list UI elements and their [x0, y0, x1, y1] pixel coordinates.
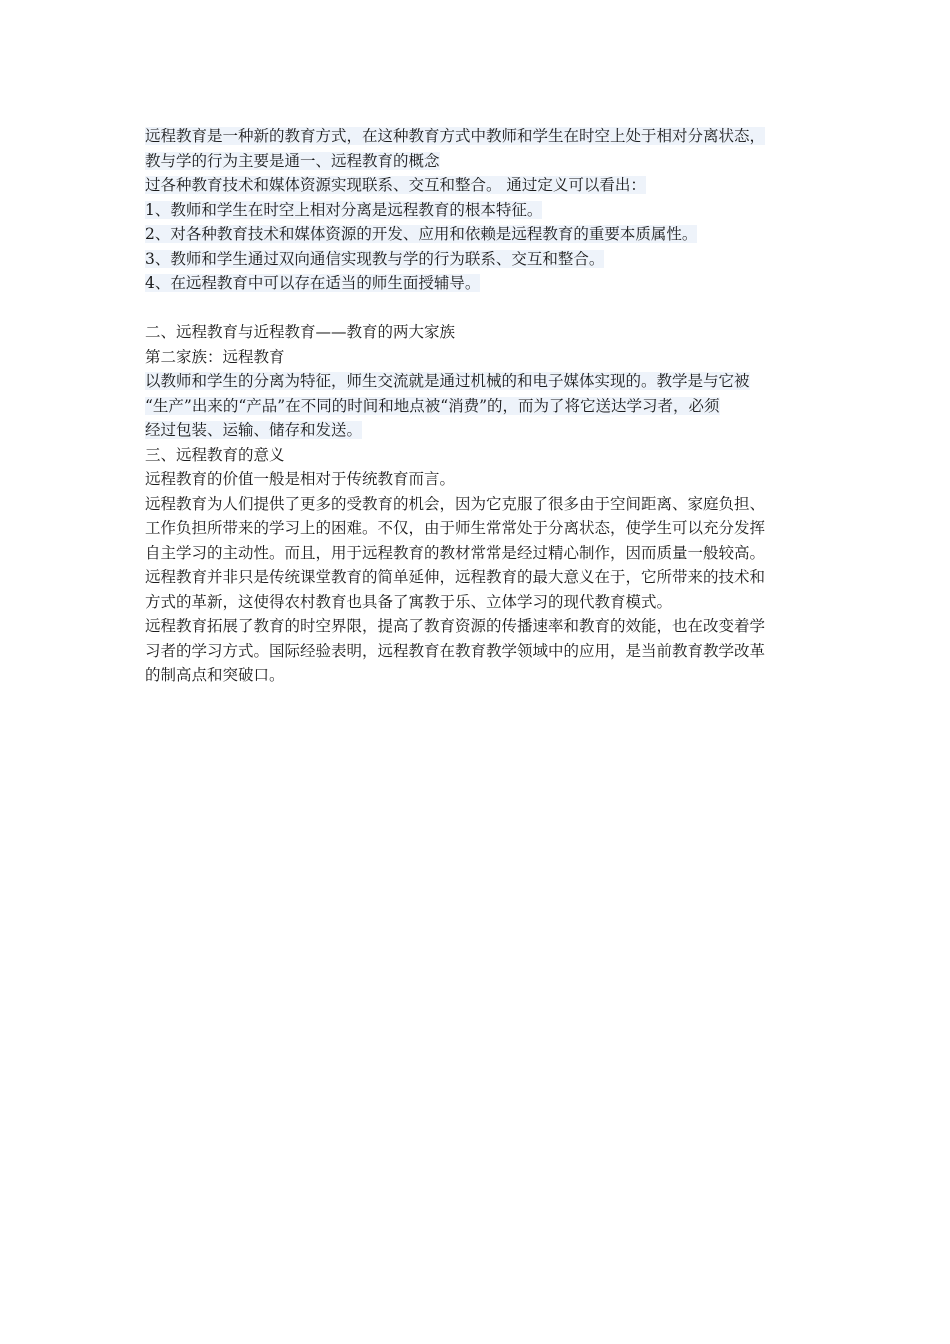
definition-line-2: 教与学的行为主要是通一、远程教育的概念 — [145, 151, 440, 170]
point-4: 4、在远程教育中可以存在适当的师生面授辅导。 — [145, 274, 481, 292]
point-2: 2、对各种教育技术和媒体资源的开发、应用和依赖是远程教育的重要本质属性。 — [145, 225, 698, 243]
section3-heading: 三、远程教育的意义 — [145, 445, 285, 464]
text-line — [145, 590, 810, 615]
section3-para1-line-5: 方式的革新，这使得农村教育也具备了寓教于乐、立体学习的现代教育模式。 — [145, 592, 673, 611]
section3-para1-line-3: 自主学习的主动性。而且，用于远程教育的教材常常是经过精心制作，因而质量一般较高。 — [145, 543, 766, 562]
section3-para1-line-2: 工作负担所带来的学习上的困难。不仅，由于师生常常处于分离状态，使学生可以充分发挥 — [145, 519, 766, 537]
section3-para2-line-1: 远程教育拓展了教育的时空界限，提高了教育资源的传播速率和教育的效能，也在改变着学 — [145, 617, 766, 635]
section2-subheading: 第二家族：远程教育 — [145, 347, 285, 366]
text-line — [145, 124, 810, 149]
section3-para1-line-4: 远程教育并非只是传统课堂教育的简单延伸，远程教育的最大意义在于，它所带来的技术和 — [145, 568, 766, 586]
list-item — [145, 222, 810, 247]
section3-para1-line-1: 远程教育为人们提供了更多的受教育的机会，因为它克服了很多由于空间距离、家庭负担、 — [145, 494, 766, 513]
text-line — [145, 369, 810, 394]
text-line — [145, 149, 810, 174]
definition-line-1: 远程教育是一种新的教育方式，在这种教育方式中教师和学生在时空上处于相对分离状态， — [145, 127, 766, 145]
text-line — [145, 663, 810, 688]
definition-line-3: 过各种教育技术和媒体资源实现联系、交互和整合。 通过定义可以看出： — [145, 176, 646, 194]
point-1: 1、教师和学生在时空上相对分离是远程教育的根本特征。 — [145, 200, 543, 219]
document-page — [145, 124, 810, 688]
text-line — [145, 418, 810, 443]
point-3: 3、教师和学生通过双向通信实现教与学的行为联系、交互和整合。 — [145, 249, 605, 268]
section2-para-line-3: 经过包装、运输、储存和发送。 — [145, 421, 363, 439]
text-line — [145, 565, 810, 590]
section2-para-line-2: “生产”出来的“产品”在不同的时间和地点被“消费”的，而为了将它送达学习者，必须 — [145, 396, 720, 415]
list-item — [145, 198, 810, 223]
text-line — [145, 516, 810, 541]
section-heading — [145, 320, 810, 345]
text-line — [145, 173, 810, 198]
list-item — [145, 247, 810, 272]
list-item — [145, 271, 810, 296]
section2-heading: 二、远程教育与近程教育——教育的两大家族 — [145, 323, 456, 341]
blank-line — [145, 296, 810, 321]
text-line — [145, 639, 810, 664]
text-line — [145, 541, 810, 566]
section3-intro: 远程教育的价值一般是相对于传统教育而言。 — [145, 470, 456, 488]
section-heading — [145, 443, 810, 468]
text-line — [145, 467, 810, 492]
section3-para2-line-3: 的制高点和突破口。 — [145, 666, 285, 684]
section2-para-line-1: 以教师和学生的分离为特征，师生交流就是通过机械的和电子媒体实现的。教学是与它被 — [145, 372, 750, 390]
text-line — [145, 394, 810, 419]
sub-heading — [145, 345, 810, 370]
text-line — [145, 492, 810, 517]
text-line — [145, 614, 810, 639]
section3-para2-line-2: 习者的学习方式。国际经验表明，远程教育在教育教学领域中的应用，是当前教育教学改革 — [145, 641, 766, 660]
